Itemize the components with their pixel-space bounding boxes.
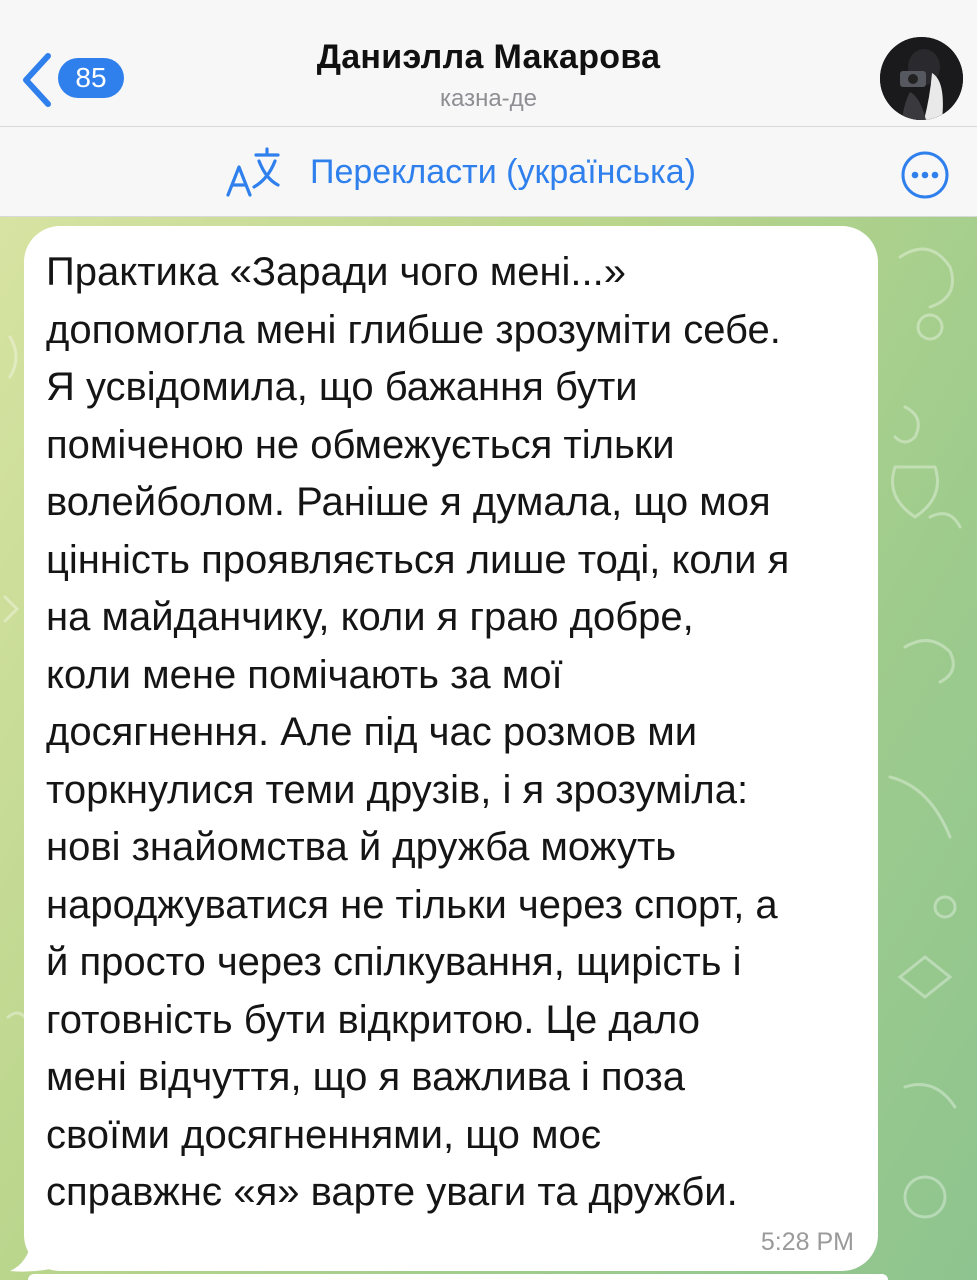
chat-header (0, 0, 977, 127)
message-text[interactable]: Практика «Заради чого мені...» допомогла мені глибше зрозуміти себе. Я усвідомила, що бажання бути поміченою не обмежується тільки волейболом. Раніше я думала, що моя цінність проявляється лише тоді, коли я на майданчику, коли я граю добре, коли мене помічають за мої досягнення. Але під час розмов ми торкнулися теми друзів, і я зрозуміла: нові знайомства й дружба можуть народжуватися не тільки через спорт, а й просто через спілкування, щирість і готовність бути відкритою. Це дало мені відчуття, що я важлива і поза своїми досягненнями, що моє справжнє «я» варте уваги та дружби. (46, 250, 790, 1214)
contact-name[interactable]: Даниэлла Макарова (316, 38, 661, 76)
message-bubble[interactable] (24, 226, 878, 1271)
bubble-tail (10, 1239, 50, 1275)
back-button[interactable] (14, 50, 124, 110)
avatar-photo (880, 37, 963, 120)
last-seen-status: казна-де (439, 85, 538, 112)
translate-icon (224, 145, 282, 199)
chat-area[interactable] (0, 217, 977, 1280)
translate-bar (0, 127, 977, 217)
chevron-left-icon (18, 52, 54, 108)
more-options-button[interactable] (900, 150, 950, 200)
translate-label: Перекласти (українська) (310, 152, 696, 191)
avatar[interactable] (880, 37, 963, 120)
translate-button[interactable] (224, 145, 696, 199)
more-icon (900, 150, 950, 200)
message-timestamp: 5:28 PM (760, 1228, 854, 1256)
next-message-edge (28, 1274, 888, 1280)
unread-count-badge: 85 (58, 58, 124, 98)
